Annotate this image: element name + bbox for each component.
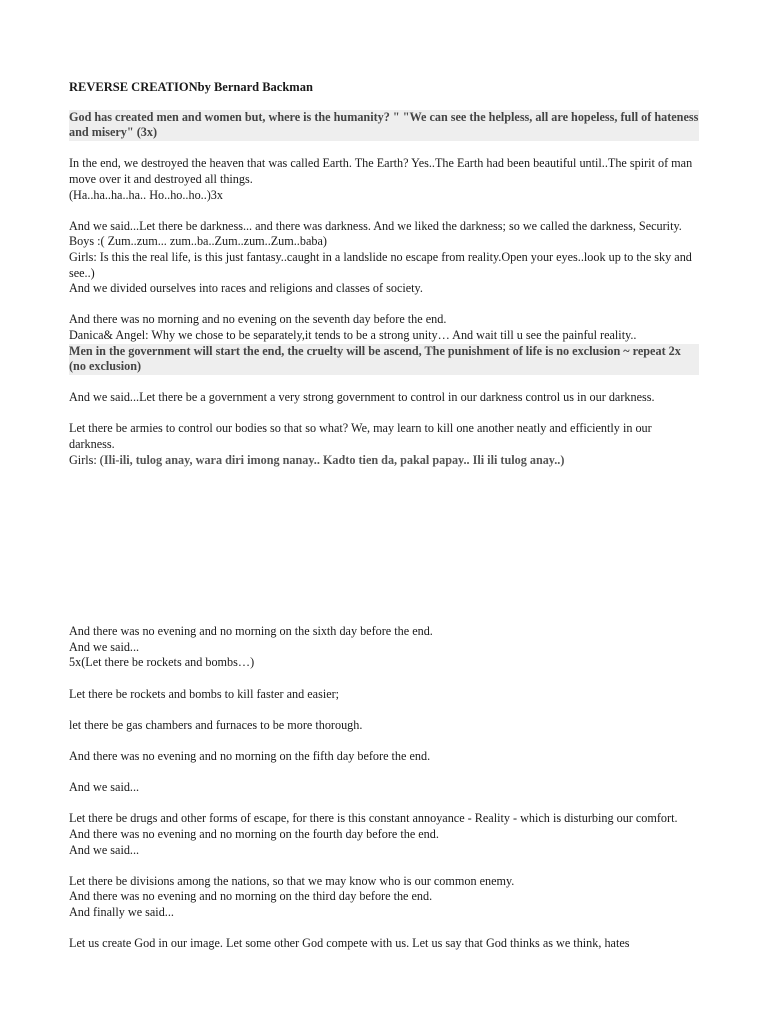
gas-chambers-line: let there be gas chambers and furnaces to be more thorough. [69,717,363,732]
fifth-day-line: And there was no evening and no morning on the fifth day before the end. [69,749,431,763]
drugs-paragraph: Let there be drugs and other forms of escape, for there is this constant annoyance - Reality - which is disturbing our comfort. [69,811,678,826]
rockets-repeat-line: 5x(Let there be rockets and bombs…) [69,655,255,670]
we-said-line: And we said... [69,639,140,654]
girls-line: Girls: Is this the real life, is this just fantasy..caught in a landslide no escape from reality.Open your eyes..look up to the sky and see..) [69,249,692,280]
seventh-day-line: And there was no morning and no evening on the seventh day before the end. [69,312,447,327]
finally-line: And finally we said... [69,904,174,919]
create-god-line: Let us create God in our image. Let some other God compete with us. Let us say that God thinks as we think, hates [69,936,630,951]
armies-paragraph: Let there be armies to control our bodies so that so what? We, may learn to kill one another neatly and efficiently in our darkness. [69,421,652,452]
boys-line: Boys :( Zum..zum... zum..ba..Zum..zum..Zum..baba) [69,234,327,249]
intro-chorus: God has created men and women but, where is the humanity? " "We can see the helpless, all are hopeless, full of hateness and misery" (3x) [69,109,699,140]
paragraph-darkness: And we said...Let there be darkness... and there was darkness. And we liked the darkness; so we called the darkness, Security. [69,218,682,233]
third-day-line: And there was no evening and no morning on the third day before the end. [69,889,433,904]
rockets-line: Let there be rockets and bombs to kill faster and easier; [69,686,340,701]
we-said-line-2: And we said... [69,780,140,795]
lullaby-text: Ili-ili, tulog anay, wara diri imong nanay.. Kadto tien da, pakal papay.. Ili ili tulog anay..) [103,452,565,467]
paragraph-earth: In the end, we destroyed the heaven that was called Earth. The Earth? Yes..The Earth had been beautiful until..The spirit of man move over it and destroyed all things. [69,156,693,186]
government-paragraph: And we said...Let there be a government a very strong government to control in our darkness control us in our darkness. [69,390,655,405]
sixth-day-line: And there was no evening and no morning on the sixth day before the end. [69,624,433,639]
laugh-line: (Ha..ha..ha..ha.. Ho..ho..ho..)3x [69,187,223,202]
government-chorus: Men in the government will start the end, the cruelty will be ascend, The punishment of life is no exclusion ~ repeat 2x (no exclusion) [69,344,699,375]
document-title: REVERSE CREATIONby Bernard Backman [69,80,313,94]
girls-prefix: Girls: ( [69,452,104,467]
divided-line: And we divided ourselves into races and religions and classes of society. [69,281,423,296]
girls-lullaby-line [69,453,699,469]
fourth-day-line: And there was no evening and no morning on the fourth day before the end. [69,826,439,841]
danica-angel-line: Danica& Angel: Why we chose to be separately,it tends to be a strong unity… And wait till u see the painful reality.. [69,327,637,342]
divisions-line: Let there be divisions among the nations, so that we may know who is our common enemy. [69,873,515,888]
document-page [69,80,699,952]
we-said-line-3: And we said... [69,842,140,857]
